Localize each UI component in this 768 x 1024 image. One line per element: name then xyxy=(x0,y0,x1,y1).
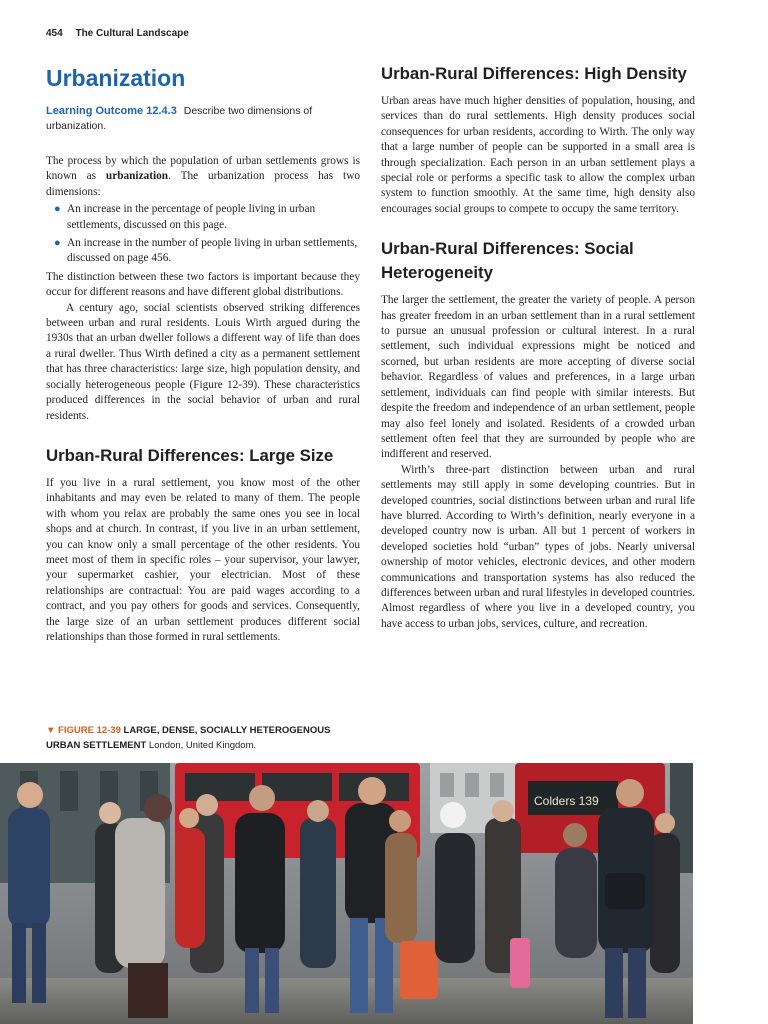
heterogeneity-heading: Urban-Rural Differences: Social Heterogeneity xyxy=(381,239,634,283)
intro-paragraph xyxy=(46,154,360,200)
key-term-urbanization: urbanization xyxy=(105,170,169,183)
intro-text-end: . The urbanization process has two dimensions: xyxy=(46,170,360,198)
section-title: Urbanization xyxy=(46,65,186,91)
figure-title: LARGE, DENSE, SOCIALLY HETEROGENOUS URBAN SETTLEMENT xyxy=(46,725,331,751)
figure-label: ▼ FIGURE 12-39 xyxy=(46,725,121,736)
wirth-paragraph: A century ago, social scientists observed striking differences between urban and rural residents. Louis Wirth argued during the 1930s that an urban dweller follows a different way of life than does a rural dweller. Thus Wirth defined a city as a permanent settlement that has three characteristics: large size, high population density, and socially heterogeneous people (Figure 12-39). These characteristics produced differences in the social behavior of urban and rural residents. xyxy=(46,301,360,422)
large-size-paragraph: If you live in a rural settlement, you know most of the other inhabitants and may even be related to many of them. The people with whom you relax are probably the same ones you see in local shops and at church. In contrast, if you live in an urban settlement, you can know only a small percentage of the other residents. You meet most of them in specific roles – your supervisor, your lawyer, your supermarket cashier, your electrician. Most of these relationships are contractual: You are paid wages according to a contract, and you pay others for goods and services. Consequently, the large size of an urban settlement produces different social relationships than those formed in rural settlements. xyxy=(46,476,360,643)
list-item xyxy=(54,202,360,233)
heterogeneity-paragraph-1: The larger the settlement, the greater the variety of people. A person has greater freedom in an urban settlement than in a rural settlement to pursue an unusual profession or cultural interest. In a rural settlement, such individual expressions might be noticed and scorned, but urban residents are more accepting of diverse social behavior. Regardless of values and preferences, in a large urban settlement, individuals can find people with similar interests. But despite the freedom and independence of an urban settlement, people may also feel lonely and isolated. Residents of a crowded urban settlement often feel that they are surrounded by people who are indifferent and reserved. xyxy=(381,294,695,461)
list-item xyxy=(54,236,360,267)
dimension-text: An increase in the number of people living in urban settlements, discussed on page 456. xyxy=(67,237,358,265)
figure-location: London, United Kingdom. xyxy=(148,740,257,751)
bullet-icon: ● xyxy=(54,237,61,250)
right-column xyxy=(381,62,695,632)
learning-outcome-label: Learning Outcome 12.4.3 xyxy=(46,105,177,117)
page-number: 454 xyxy=(46,28,63,39)
high-density-paragraph: Urban areas have much higher densities of population, housing, and services than do rural settlements. High density produces social consequences for urban residents, according to Wirth. The only way that a large number of people can be supported in a small area is through specialization. Each person in an urban settlement plays a special role or performs a specific task to allow the complex urban system to function smoothly. At the same time, high density also encourages social groups to compete to occupy the same territory. xyxy=(381,95,695,215)
distinction-paragraph: The distinction between these two factors is important because they occur for different reasons and have different global distributions. xyxy=(46,270,360,299)
high-density-heading: Urban-Rural Differences: High Density xyxy=(381,64,687,83)
learning-outcome-text: Describe two dimensions of urbanization. xyxy=(46,105,313,132)
bullet-icon: ● xyxy=(54,203,61,216)
dimensions-list xyxy=(46,202,360,267)
bus-sign-text: Colders 139 xyxy=(534,794,599,808)
figure-caption xyxy=(46,723,360,753)
crowd-illustration xyxy=(0,763,693,1024)
heterogeneity-paragraph-2: Wirth’s three-part distinction between urban and rural settlements may still apply in some developing countries. But in developed countries, social distinctions between urban and rural life have blurred. According to Wirth’s definition, nearly everyone in a developed country now is urban. All but 1 percent of workers in developed societies hold “urban” types of jobs. Nearly universal ownership of motor vehicles, electronic devices, and other modern communications and transportation systems has also reduced the differences between urban and rural lifestyles in developed countries. Almost regardless of where you live in a developed country, you have access to urban jobs, services, culture, and recreation. xyxy=(381,463,695,630)
street-crowd-photo xyxy=(0,763,693,1024)
running-head xyxy=(46,28,189,39)
intro-text-start: The process by which the population of urban settlements grows is known as xyxy=(46,155,360,183)
dimension-text: An increase in the percentage of people living in urban settlements, discussed on this page. xyxy=(67,203,316,231)
large-size-heading: Urban-Rural Differences: Large Size xyxy=(46,445,334,465)
left-column xyxy=(46,62,360,645)
learning-outcome xyxy=(46,104,360,134)
book-title: The Cultural Landscape xyxy=(75,28,189,39)
